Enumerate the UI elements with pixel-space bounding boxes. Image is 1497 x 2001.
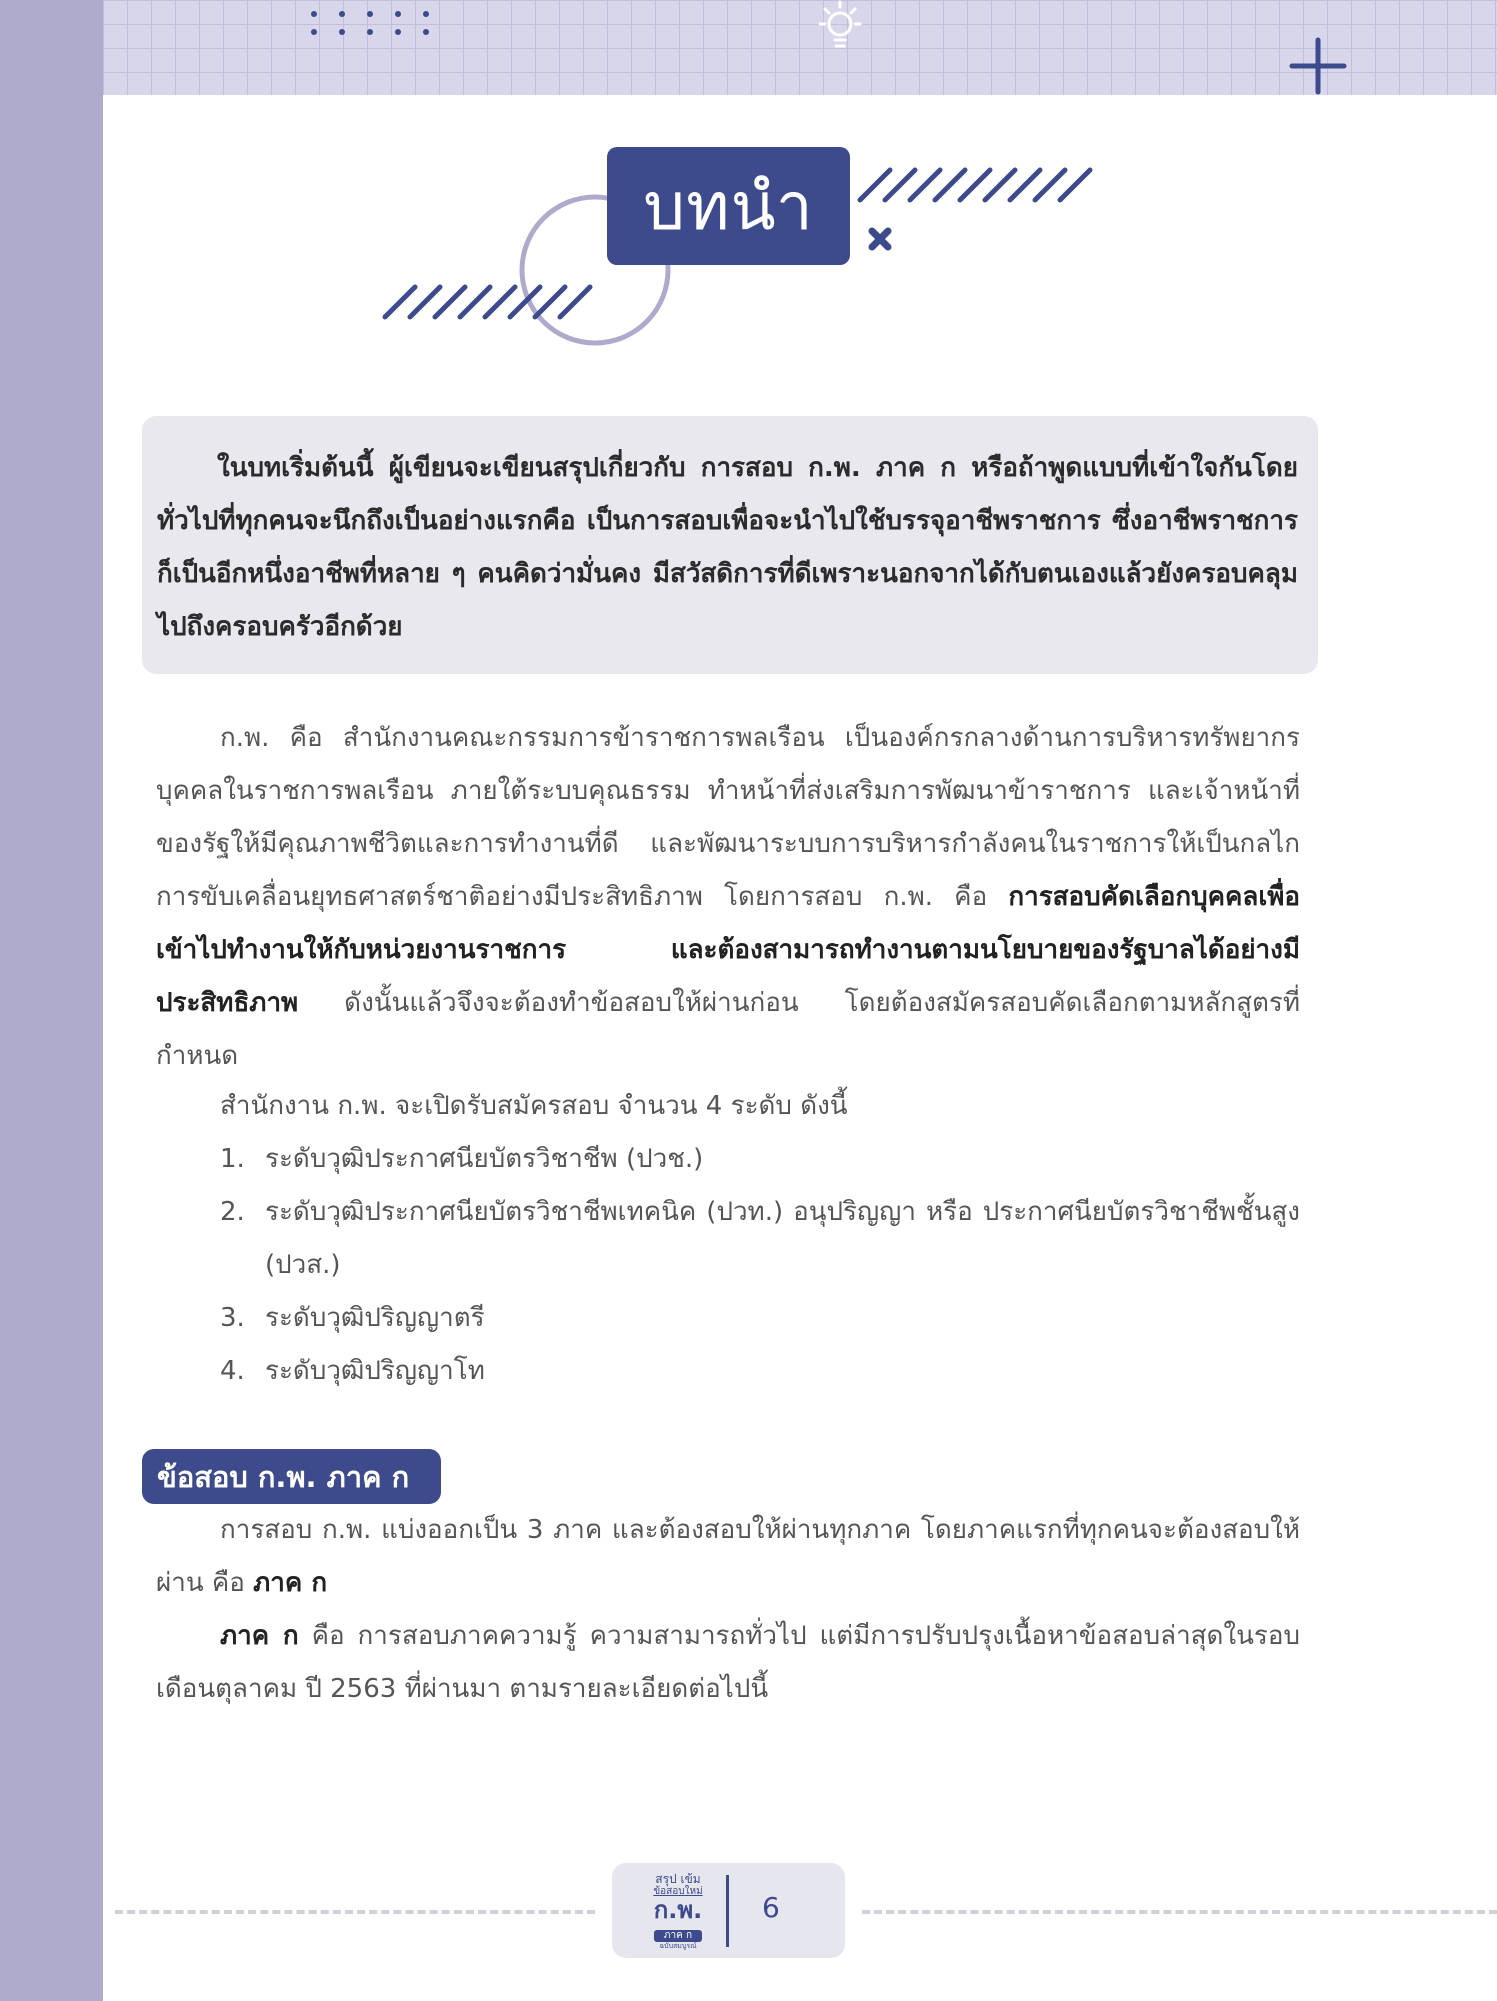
list-item — [220, 1186, 1300, 1292]
paragraph-bold-text: การสอบคัดเลือกบุคคลเพื่อเข้าไปทำงานให้กับหน่วยงานราชการ และต้องสามารถทำงานตามนโยบายของรัฐบาลได้อย่างมีประสิทธิภาพ — [156, 882, 1300, 1018]
list-item — [220, 1292, 1300, 1345]
footer-dashed-line — [115, 1910, 595, 1914]
list-number: 4. — [220, 1356, 245, 1386]
paragraph-text: การสอบ ก.พ. แบ่งออกเป็น 3 ภาค และต้องสอบให้ผ่านทุกภาค โดยภาคแรกที่ทุกคนจะต้องสอบให้ผ่าน คือ — [156, 1515, 1300, 1598]
list-text: ระดับวุฒิประกาศนียบัตรวิชาชีพเทคนิค (ปวท.) อนุปริญญา หรือ ประกาศนียบัตรวิชาชีพชั้นสูง (ปวส.) — [265, 1197, 1300, 1280]
body-paragraph-2 — [156, 1080, 1300, 1133]
paragraph-bold-text: ภาค ก — [253, 1568, 328, 1598]
list-text: ระดับวุฒิปริญญาตรี — [265, 1303, 485, 1333]
lightbulb-icon — [812, 0, 868, 58]
intro-box — [142, 416, 1318, 674]
paragraph-text: ก.พ. คือ สำนักงานคณะกรรมการข้าราชการพลเรือน เป็นองค์กรกลางด้านการบริหารทรัพยากรบุคคลในราชการพลเรือน ภายใต้ระบบคุณธรรม ทำหน้าที่ส่งเสริมการพัฒนาข้าราชการ และเจ้าหน้าที่ของรัฐให้มีคุณภาพชีวิตและการทำงานที่ดี และพัฒนาระบบการบริหารกำลังคนในราชการให้เป็นกลไกการขับเคลื่อนยุทธศาสตร์ชาติอย่างมีประสิทธิภาพ โดยการสอบ ก.พ. คือ — [156, 723, 1300, 912]
section-heading-badge — [142, 1449, 441, 1504]
left-sidebar-bar — [0, 0, 103, 2001]
page-number: 6 — [762, 1891, 780, 1924]
section-paragraph-2 — [156, 1610, 1300, 1716]
section-paragraph-1 — [156, 1504, 1300, 1610]
chapter-title: บทนำ — [643, 167, 814, 245]
list-number: 3. — [220, 1303, 245, 1333]
paragraph-bold-text: ภาค ก — [220, 1621, 299, 1651]
logo-top-text: สรุป เข้ม — [655, 1872, 701, 1886]
x-mark-icon — [872, 231, 888, 247]
book-logo — [642, 1873, 714, 1953]
chapter-title-box — [607, 147, 850, 265]
section-heading: ข้อสอบ ก.พ. ภาค ก — [157, 1459, 410, 1494]
footer-dashed-line — [862, 1910, 1497, 1914]
logo-sub-text: ข้อสอบใหม่ — [653, 1886, 703, 1897]
logo-foot-text: ฉบับสมบูรณ์ — [659, 1942, 697, 1950]
paragraph-text: สำนักงาน ก.พ. จะเปิดรับสมัครสอบ จำนวน 4 ระดับ ดังนี้ — [220, 1091, 848, 1121]
list-number: 1. — [220, 1144, 245, 1174]
list-item — [220, 1345, 1300, 1398]
body-paragraph-1 — [156, 712, 1300, 1083]
dots-decoration — [303, 8, 443, 38]
intro-text: ในบทเริ่มต้นนี้ ผู้เขียนจะเขียนสรุปเกี่ยวกับ การสอบ ก.พ. ภาค ก หรือถ้าพูดแบบที่เข้าใจกันโดยทั่วไปที่ทุกคนจะนึกถึงเป็นอย่างแรกคือ เป็นการสอบเพื่อจะนำไปใช้บรรจุอาชีพราชการ ซึ่งอาชีพราชการก็เป็นอีกหนึ่งอาชีพที่หลาย ๆ คนคิดว่ามั่นคง มีสวัสดิการที่ดีเพราะนอกจากได้กับตนเองแล้วยังครอบคลุมไปถึงครอบครัวอีกด้วย — [157, 453, 1298, 642]
footer-tab — [612, 1863, 845, 1958]
levels-list — [220, 1133, 1300, 1398]
list-number: 2. — [220, 1197, 245, 1227]
logo-pill: ภาค ก — [654, 1930, 702, 1942]
plus-icon — [1288, 36, 1348, 96]
list-item — [220, 1133, 1300, 1186]
logo-main-text: ก.พ. — [653, 1896, 703, 1924]
list-text: ระดับวุฒิปริญญาโท — [265, 1356, 485, 1386]
paragraph-text: คือ การสอบภาคความรู้ ความสามารถทั่วไป แต่มีการปรับปรุงเนื้อหาข้อสอบล่าสุดในรอบ เดือนตุลาคม ปี 2563 ที่ผ่านมา ตามรายละเอียดต่อไปนี้ — [156, 1621, 1300, 1704]
paragraph-text: ดังนั้นแล้วจึงจะต้องทำข้อสอบให้ผ่านก่อน โดยต้องสมัครสอบคัดเลือกตามหลักสูตรที่กำหนด — [156, 988, 1300, 1071]
list-text: ระดับวุฒิประกาศนียบัตรวิชาชีพ (ปวช.) — [265, 1144, 704, 1174]
footer-divider — [726, 1875, 729, 1947]
